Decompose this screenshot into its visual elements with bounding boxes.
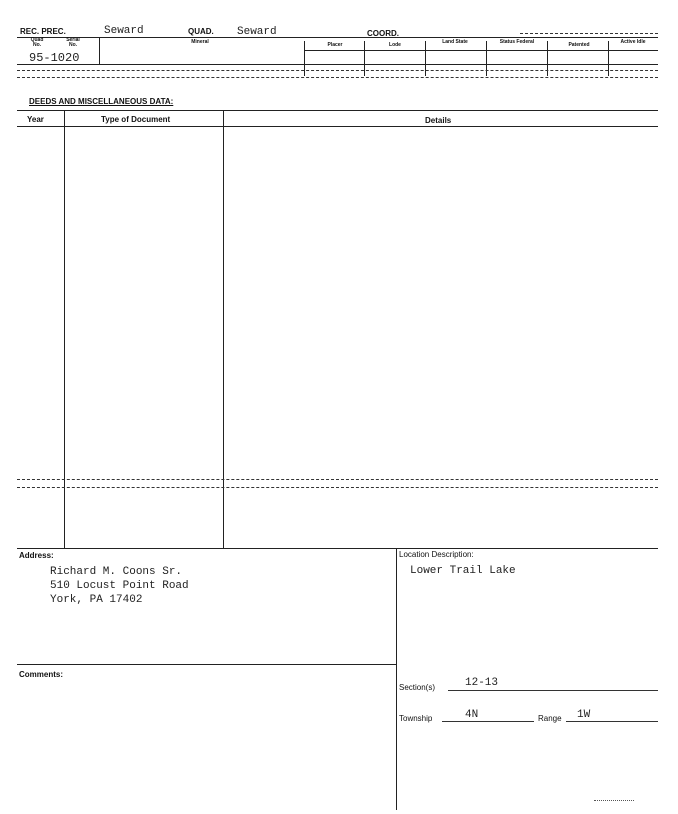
township-label: Township bbox=[399, 714, 433, 723]
col-quad-no: Quad No. bbox=[30, 37, 44, 48]
rec-prec-label: REC. PREC. bbox=[20, 27, 66, 36]
range-label: Range bbox=[538, 714, 562, 723]
deeds-col-type: Type of Document bbox=[101, 115, 171, 124]
quad-value[interactable]: Seward bbox=[237, 26, 277, 38]
col-placer: Placer bbox=[327, 42, 343, 48]
col-mineral: Mineral bbox=[191, 39, 209, 45]
col-land-state: Land State bbox=[442, 39, 468, 45]
address-label: Address: bbox=[19, 551, 54, 560]
bottom-vertical-divider bbox=[396, 548, 397, 810]
deeds-table-bottom bbox=[17, 548, 658, 549]
col-lode: Lode bbox=[389, 42, 401, 48]
address-bottom-rule bbox=[17, 664, 396, 665]
coord-field-line[interactable] bbox=[520, 33, 658, 34]
deeds-table-top bbox=[17, 110, 658, 111]
section-field-line bbox=[448, 690, 658, 691]
range-field-line bbox=[566, 721, 658, 722]
address-line-2[interactable]: 510 Locust Point Road bbox=[50, 580, 189, 592]
coord-label: COORD. bbox=[367, 29, 399, 38]
col-divider bbox=[99, 38, 100, 64]
location-value[interactable]: Lower Trail Lake bbox=[410, 565, 516, 577]
deeds-title: DEEDS AND MISCELLANEOUS DATA: bbox=[29, 97, 174, 106]
range-value[interactable]: 1W bbox=[577, 709, 591, 721]
township-field-line bbox=[442, 721, 534, 722]
deeds-col-details: Details bbox=[425, 116, 452, 125]
deeds-body[interactable] bbox=[17, 127, 658, 477]
col-serial-no: Serial No. bbox=[66, 37, 80, 48]
address-line-3[interactable]: York, PA 17402 bbox=[50, 594, 143, 606]
quad-no-value[interactable]: 95-1020 bbox=[29, 51, 80, 65]
header-rule-columns bbox=[304, 50, 658, 51]
quad-label: QUAD. bbox=[188, 27, 214, 36]
township-value[interactable]: 4N bbox=[465, 709, 479, 721]
header-rule-dashed-1 bbox=[17, 70, 658, 71]
header-rule-top bbox=[17, 37, 658, 38]
section-value[interactable]: 12-13 bbox=[465, 677, 499, 689]
deeds-separator bbox=[17, 479, 658, 480]
col-status-federal: Status Federal bbox=[499, 39, 535, 45]
section-label: Section(s) bbox=[399, 683, 436, 692]
col-patented: Patented bbox=[568, 42, 590, 48]
deeds-separator bbox=[17, 487, 658, 488]
location-label: Location Description: bbox=[399, 550, 474, 559]
col-active-idle: Active Idle bbox=[620, 39, 646, 45]
scan-speck bbox=[594, 800, 634, 801]
comments-field[interactable] bbox=[17, 682, 393, 807]
rec-prec-value[interactable]: Seward bbox=[104, 25, 144, 37]
header-rule-dashed-2 bbox=[17, 77, 658, 78]
address-line-1[interactable]: Richard M. Coons Sr. bbox=[50, 566, 183, 578]
header-rule-mid bbox=[17, 64, 658, 65]
comments-label: Comments: bbox=[19, 670, 64, 679]
deeds-col-year: Year bbox=[27, 115, 44, 124]
